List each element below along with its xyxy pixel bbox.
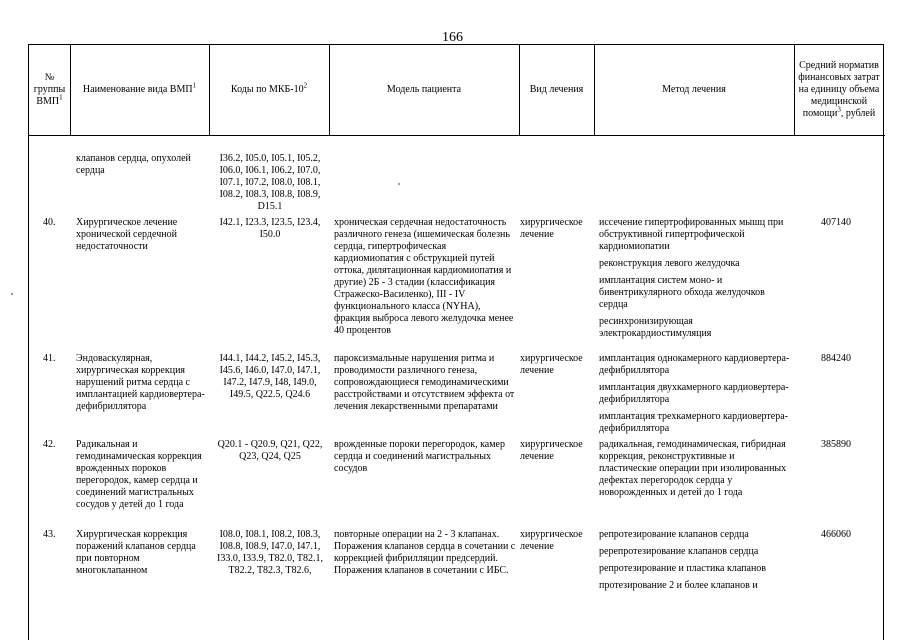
method-item: реконструкция левого желудочка	[599, 258, 740, 269]
method-item: имплантация трехкамерного кардиовертера-дефибриллятора	[599, 411, 788, 434]
header-treatment-method	[594, 45, 794, 135]
vmp-name-cell: клапанов сердца, опухолей сердца	[76, 153, 191, 176]
treatment-method-cell	[599, 439, 792, 504]
icd-codes-cell: Q20.1 - Q20.9, Q21, Q22, Q23, Q24, Q25	[217, 439, 323, 462]
vmp-name-cell: Хирургическое лечение хронической сердечной недостаточности	[76, 217, 178, 252]
footnote-marker: 3	[837, 105, 841, 114]
vmp-name-cell: Эндоваскулярная, хирургическая коррекция нарушений ритма сердца с имплантацией кардиовертера-дефибриллятора	[76, 353, 205, 412]
method-item: репротезирование клапанов сердца	[599, 529, 749, 540]
header-icd-codes-label: Коды по МКБ-10	[230, 84, 304, 95]
method-item: протезирование 2 и более клапанов и	[599, 580, 758, 591]
icd-codes-cell: I44.1, I44.2, I45.2, I45.3, I45.6, I46.0, I47.0, I47.1, I47.2, I47.9, I48, I49.0, I49.5, Q22.5, Q24.6	[219, 353, 321, 400]
footnote-marker: 1	[192, 81, 197, 90]
header-vmp-name-label: Наименование вида ВМП	[82, 84, 193, 95]
method-item: имплантация однокамерного кардиовертера-дефибриллятора	[599, 353, 790, 376]
header-group-number	[29, 45, 70, 135]
average-cost-cell: 385890	[821, 439, 851, 450]
patient-model-cell: пароксизмальные нарушения ритма и проводимости различного генеза, сопровождающиеся гемодинамическими расстройствами и отсутствием эффекта от лечения лекарственными препаратами	[334, 353, 515, 412]
row-number-cell: 43.	[43, 529, 56, 540]
method-item: ресинхронизирующая электрокардиостимуляция	[599, 316, 712, 339]
patient-model-cell: повторные операции на 2 - 3 клапанах. Поражения клапанов сердца в сочетании с коррекцией фибрилляции предсердий. Поражения клапанов в сочетании с ИБС.	[334, 529, 516, 576]
icd-codes-cell: I08.0, I08.1, I08.2, I08.3, I08.8, I08.9, I47.0, I47.1, I33.0, I33.9, T82.0, T82.1, T82.2, T82.3, T82.6,	[216, 529, 323, 576]
scan-speck	[11, 293, 13, 295]
treatment-type-cell: хирургическое лечение	[520, 529, 583, 552]
treatment-type-cell: хирургическое лечение	[520, 439, 583, 462]
vmp-name-cell: Радикальная и гемодинамическая коррекция врожденных пороков перегородок, камер сердца и соединений магистральных сосудов у детей до 1 года	[76, 439, 202, 510]
treatment-method-cell	[599, 217, 792, 345]
header-patient-model	[329, 45, 519, 135]
header-icd-codes	[209, 45, 329, 135]
patient-model-cell: хроническая сердечная недостаточность различного генеза (ишемическая болезнь сердца, гипертрофическая кардиомиопатия с обструкцией путей оттока, дилятационная кардиомиопатия и другие) 2Б - 3 стадии (классификация Стражеско-Василенко), III - IV функционального класса (NYHA), фракция выброса левого желудочка менее 40 процентов	[334, 217, 514, 336]
header-treatment-type	[519, 45, 594, 135]
row-number-cell: 42.	[43, 439, 56, 450]
treatment-type-cell: хирургическое лечение	[520, 353, 583, 376]
header-bottom-rule	[29, 135, 885, 136]
footnote-marker: 1	[59, 93, 63, 102]
method-item: имплантация двухкамерного кардиовертера-дефибриллятора	[599, 382, 789, 405]
footnote-marker: 2	[303, 81, 308, 90]
treatment-method-cell	[599, 353, 792, 440]
method-item: репротезирование и пластика клапанов	[599, 563, 767, 574]
header-treatment-type-label: Вид лечения	[529, 84, 584, 95]
header-group-number-label: № группы ВМП	[33, 72, 66, 107]
average-cost-cell: 407140	[821, 217, 851, 228]
method-item: радикальная, гемодинамическая, гибридная коррекция, реконструктивные и пластические операции при изолированных дефектах перегородок сердца у новорожденных и детей до 1 года	[599, 439, 787, 498]
treatment-method-cell	[599, 529, 792, 597]
row-number-cell: 41.	[43, 353, 56, 364]
header-treatment-method-label: Метод лечения	[662, 84, 726, 95]
header-average-cost-label: Средний норматив финансовых затрат на единицу объема медицинской помощи	[798, 60, 880, 119]
header-vmp-name	[70, 45, 209, 135]
icd-codes-cell: I36.2, I05.0, I05.1, I05.2, I06.0, I06.1, I06.2, I07.0, I07.1, I07.2, I08.0, I08.1, I08.2, I08.3, I08.8, I08.9, D15.1	[219, 153, 321, 212]
average-cost-cell: 884240	[821, 353, 851, 364]
method-item: ререпротезирование клапанов сердца	[599, 546, 759, 557]
header-average-cost	[794, 45, 884, 135]
average-cost-cell: 466060	[821, 529, 851, 540]
vmp-name-cell: Хирургическая коррекция поражений клапанов сердца при повторном многоклапанном	[76, 529, 196, 576]
header-patient-model-label: Модель пациента	[386, 84, 462, 95]
treatment-type-cell: хирургическое лечение	[520, 217, 583, 240]
header-average-cost-suffix: , рублей	[840, 108, 876, 119]
medical-care-table	[28, 44, 884, 640]
method-item: иссечение гипертрофированных мышц при обструктивной гипертрофической кардиомиопатии	[599, 217, 784, 252]
icd-codes-cell: I42.1, I23.3, I23.5, I23.4, I50.0	[219, 217, 321, 240]
row-number-cell: 40.	[43, 217, 56, 228]
patient-model-cell: врожденные пороки перегородок, камер сердца и соединений магистральных сосудов	[334, 439, 505, 474]
page-number: 166	[442, 30, 463, 45]
method-item: имплантация систем моно- и бивентрикулярного обхода желудочков сердца	[599, 275, 765, 310]
scan-speck	[398, 183, 400, 185]
